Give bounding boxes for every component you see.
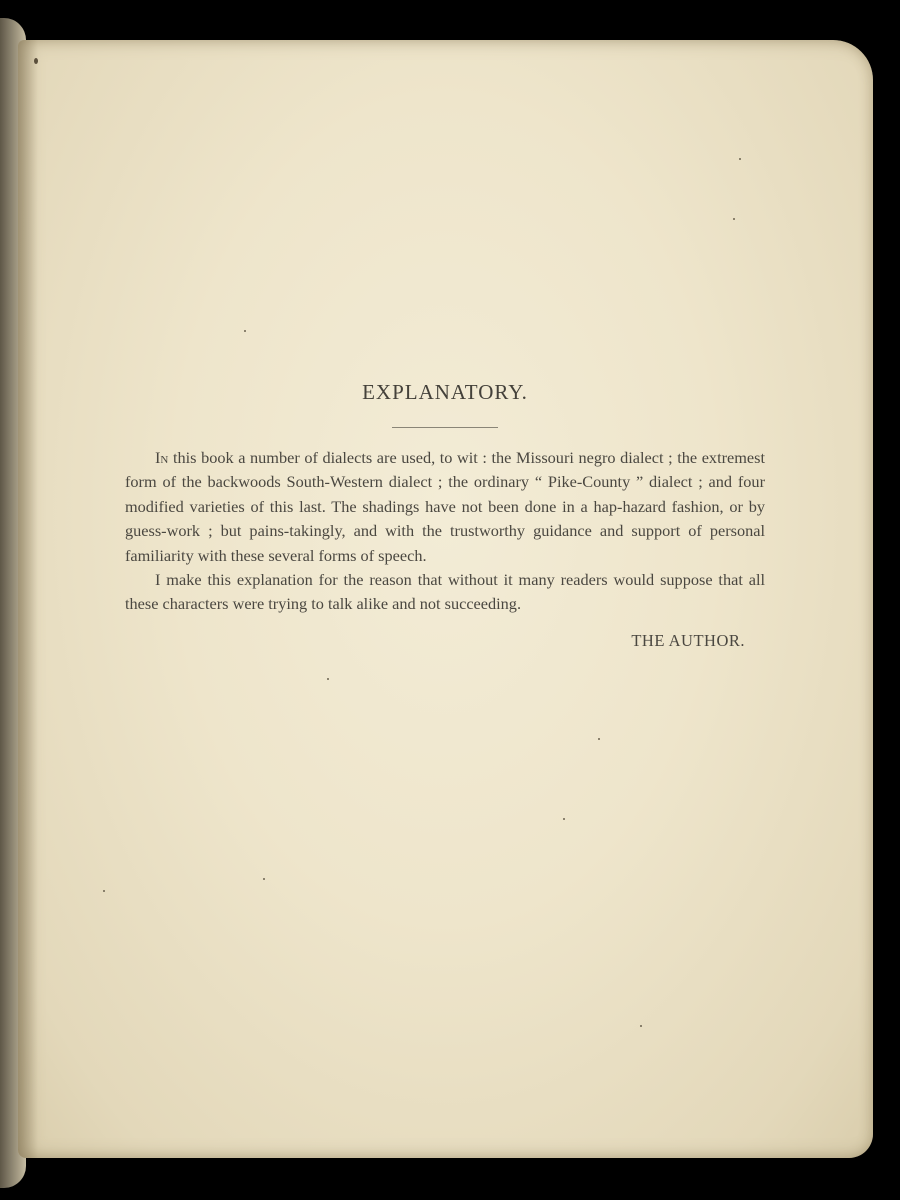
paragraph-dialects-text: this book a number of dialects are used, to wit : the Missouri negro dialect ; the extremest form of the backwoods South-Western dialect ; the ordinary “ Pike-County ” dialect ; and four modified varieties of this last. The shadings have not been done in a hap-hazard fashion, or by guess-work ; but pains-takingly, and with the trustworthy guidance and support of personal familiarity with these several forms of speech. — [125, 448, 765, 565]
body-text — [125, 446, 765, 617]
title-rule — [392, 427, 498, 428]
paper-speck — [598, 738, 600, 740]
paper-speck — [640, 1025, 642, 1027]
paper-speck — [563, 818, 565, 820]
paper-speck — [327, 678, 329, 680]
paper-speck — [103, 890, 105, 892]
paper-speck — [34, 58, 38, 64]
page-title: EXPLANATORY. — [362, 380, 528, 404]
paper-speck — [733, 218, 735, 220]
paragraph-dialects — [125, 446, 765, 568]
paragraph-reason: I make this explanation for the reason that without it many readers would suppose that all these characters were trying to talk alike and not succeeding. — [125, 570, 765, 614]
paper-speck — [263, 878, 265, 880]
paragraph-lead-word: In — [155, 448, 169, 467]
gutter-shadow — [18, 40, 38, 1158]
paper-speck — [739, 158, 741, 160]
author-signature: THE AUTHOR. — [631, 630, 745, 650]
explanatory-section — [125, 380, 765, 651]
paper-speck — [244, 330, 246, 332]
